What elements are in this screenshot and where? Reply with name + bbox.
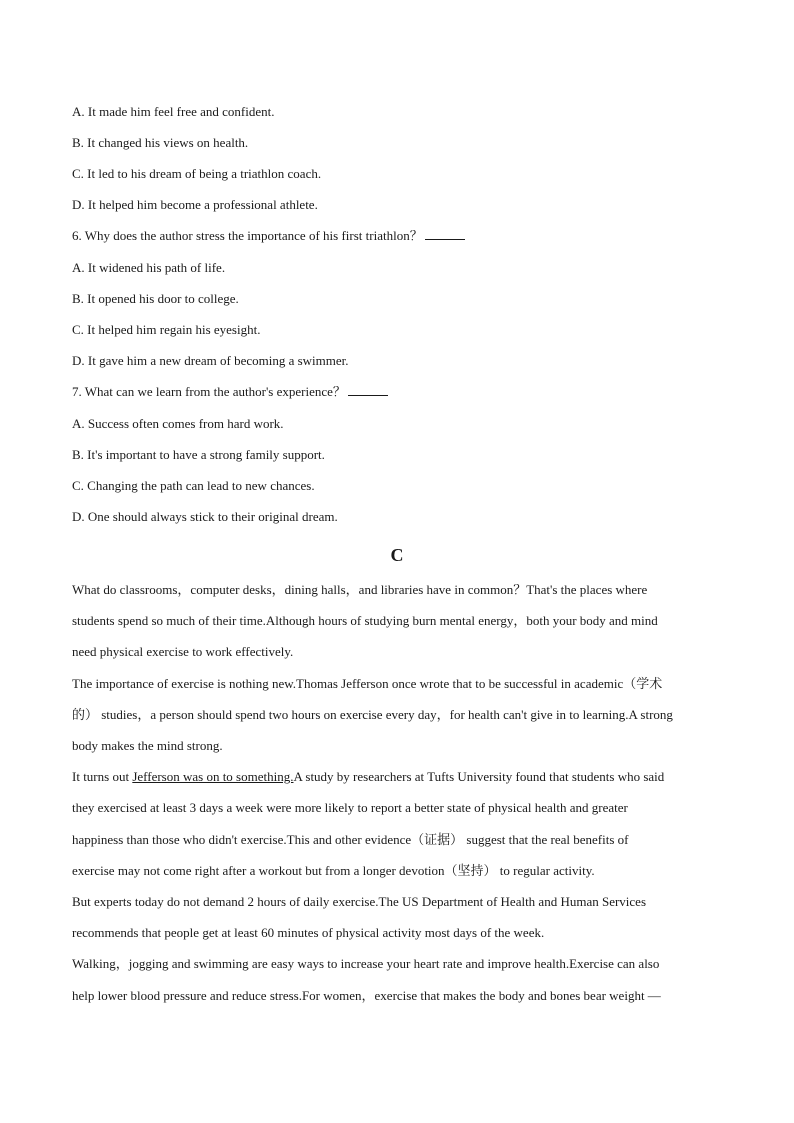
q6-stem: 6. Why does the author stress the importance of his first triathlon？ <box>72 228 423 243</box>
q5-option-a: A. It made him feel free and confident. <box>72 104 275 119</box>
passage-line-12: recommends that people get at least 60 minutes of physical activity most days of the week. <box>72 925 545 940</box>
q5-option-d: D. It helped him become a professional athlete. <box>72 197 318 212</box>
passage-line-11: But experts today do not demand 2 hours of daily exercise.The US Department of Health and Human Services <box>72 894 647 909</box>
q6-option-d: D. It gave him a new dream of becoming a swimmer. <box>72 353 349 368</box>
q7-option-b: B. It's important to have a strong family support. <box>72 447 325 462</box>
q6-option-b: B. It opened his door to college. <box>72 291 239 306</box>
q7-stem: 7. What can we learn from the author's experience？ <box>72 384 346 399</box>
q6-answer-blank[interactable] <box>425 228 465 240</box>
q5-option-b: B. It changed his views on health. <box>72 135 249 150</box>
q6-stem-line <box>72 228 722 244</box>
passage-line-6: body makes the mind strong. <box>72 738 223 753</box>
q7-option-c: C. Changing the path can lead to new chances. <box>72 478 315 493</box>
q7-stem-line <box>72 384 722 400</box>
passage-line-1: What do classrooms，computer desks，dining halls，and libraries have in common？That's the places where <box>72 582 648 597</box>
q7-option-a: A. Success often comes from hard work. <box>72 416 284 431</box>
passage-line-7 <box>72 769 722 785</box>
passage-line-13: Walking，jogging and swimming are easy ways to increase your heart rate and improve health.Exercise can also <box>72 956 660 971</box>
passage-line-14: help lower blood pressure and reduce stress.For women，exercise that makes the body and bones bear weight — <box>72 988 661 1003</box>
q5-option-c: C. It led to his dream of being a triathlon coach. <box>72 166 322 181</box>
q6-option-c: C. It helped him regain his eyesight. <box>72 322 261 337</box>
passage-line-10: exercise may not come right after a workout but from a longer devotion（坚持） to regular activity. <box>72 863 595 878</box>
q7-option-d: D. One should always stick to their original dream. <box>72 509 338 524</box>
passage-line-9: happiness than those who didn't exercise.This and other evidence（证据） suggest that the real benefits of <box>72 832 629 847</box>
passage-line-5: 的） studies，a person should spend two hours on exercise every day，for health can't give in to learning.A strong <box>72 707 673 722</box>
q6-option-a: A. It widened his path of life. <box>72 260 226 275</box>
passage-line-8: they exercised at least 3 days a week were more likely to report a better state of physical health and greater <box>72 800 628 815</box>
passage-line-7-start: It turns out <box>72 769 133 784</box>
passage-line-4: The importance of exercise is nothing new.Thomas Jefferson once wrote that to be successful in academic（学术 <box>72 676 663 691</box>
passage-line-2: students spend so much of their time.Although hours of studying burn mental energy，both your body and mind <box>72 613 658 628</box>
section-heading: C <box>390 545 404 565</box>
passage-line-3: need physical exercise to work effectively. <box>72 644 294 659</box>
underlined-phrase: Jefferson was on to something. <box>132 769 294 784</box>
q7-answer-blank[interactable] <box>348 384 388 396</box>
passage-line-7-end: A study by researchers at Tufts University found that students who said <box>293 769 665 784</box>
